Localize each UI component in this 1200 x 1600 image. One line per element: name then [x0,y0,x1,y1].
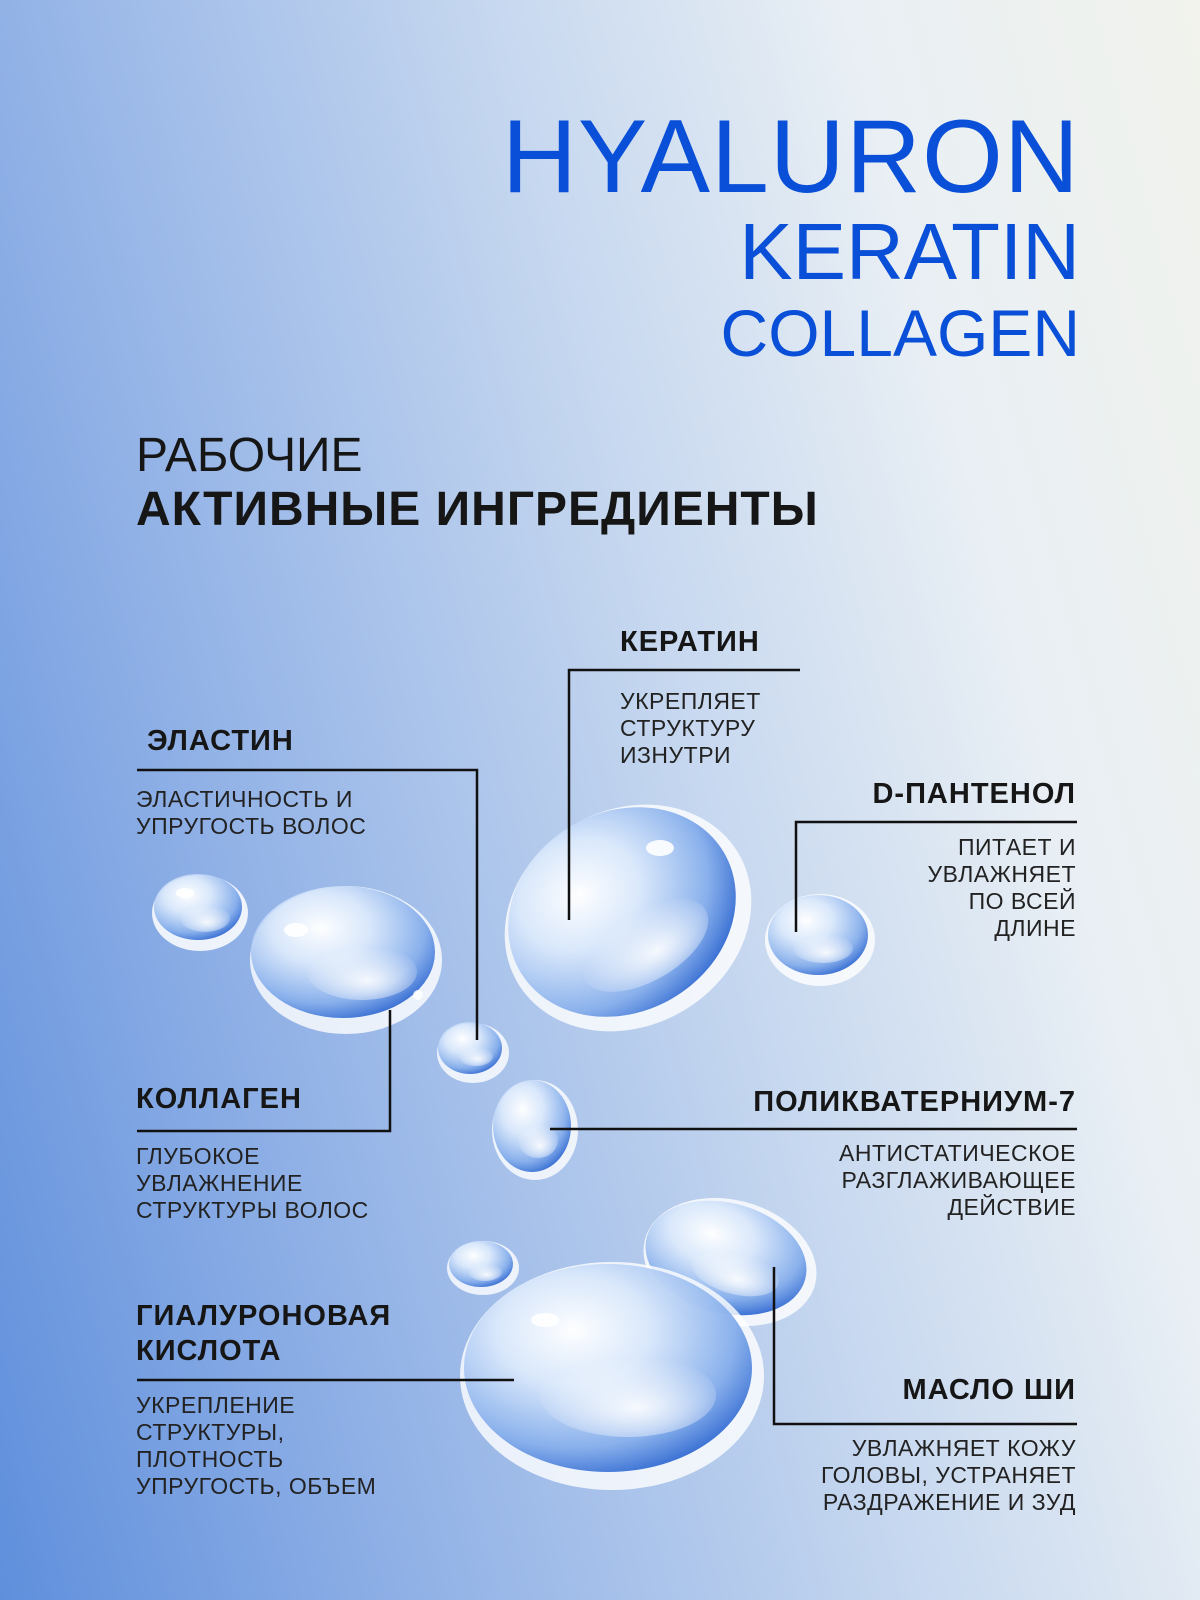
keratin-title: КЕРАТИН [620,626,760,658]
droplet-panthenol [765,894,875,986]
panthenol-title: D-ПАНТЕНОЛ [872,778,1076,810]
polyquat-title: ПОЛИКВАТЕРНИУМ-7 [753,1086,1076,1118]
panthenol-desc: ПИТАЕТ И УВЛАЖНЯЕТ ПО ВСЕЙ ДЛИНЕ [927,834,1076,941]
droplet-small-bottom [447,1241,519,1295]
elastin-title: ЭЛАСТИН [147,725,294,757]
collagen-desc: ГЛУБОКОЕ УВЛАЖНЕНИЕ СТРУКТУРЫ ВОЛОС [136,1143,369,1223]
droplet-elastin [250,886,442,1034]
droplet-hyaluronic [460,1262,764,1490]
droplet-keratin [463,760,793,1075]
brand-hyaluron: HYALURON [501,99,1080,215]
brand-collagen: COLLAGEN [720,296,1080,370]
shea-title: МАСЛО ШИ [902,1374,1076,1406]
brand-keratin: KERATIN [739,207,1080,296]
shea-desc: УВЛАЖНЯЕТ КОЖУ ГОЛОВЫ, УСТРАНЯЕТ РАЗДРАЖЕНИЕ И ЗУД [820,1435,1076,1515]
elastin-desc: ЭЛАСТИЧНОСТЬ И УПРУГОСТЬ ВОЛОС [136,786,367,839]
heading-line2: АКТИВНЫЕ ИНГРЕДИЕНТЫ [136,483,819,536]
droplet-small-left [152,874,248,951]
droplet-tiny [437,1022,509,1083]
heading-line1: РАБОЧИЕ [136,429,363,482]
hyaluronic-title: ГИАЛУРОНОВАЯ КИСЛОТА [136,1300,392,1367]
hyaluronic-desc: УКРЕПЛЕНИЕ СТРУКТУРЫ, ПЛОТНОСТЬ УПРУГОСТЬ, ОБЪЕМ [136,1392,377,1499]
polyquat-desc: АНТИСТАТИЧЕСКОЕ РАЗГЛАЖИВАЮЩЕЕ ДЕЙСТВИЕ [839,1140,1076,1220]
keratin-desc: УКРЕПЛЯЕТ СТРУКТУРУ ИЗНУТРИ [620,688,761,768]
collagen-title: КОЛЛАГЕН [136,1083,302,1115]
